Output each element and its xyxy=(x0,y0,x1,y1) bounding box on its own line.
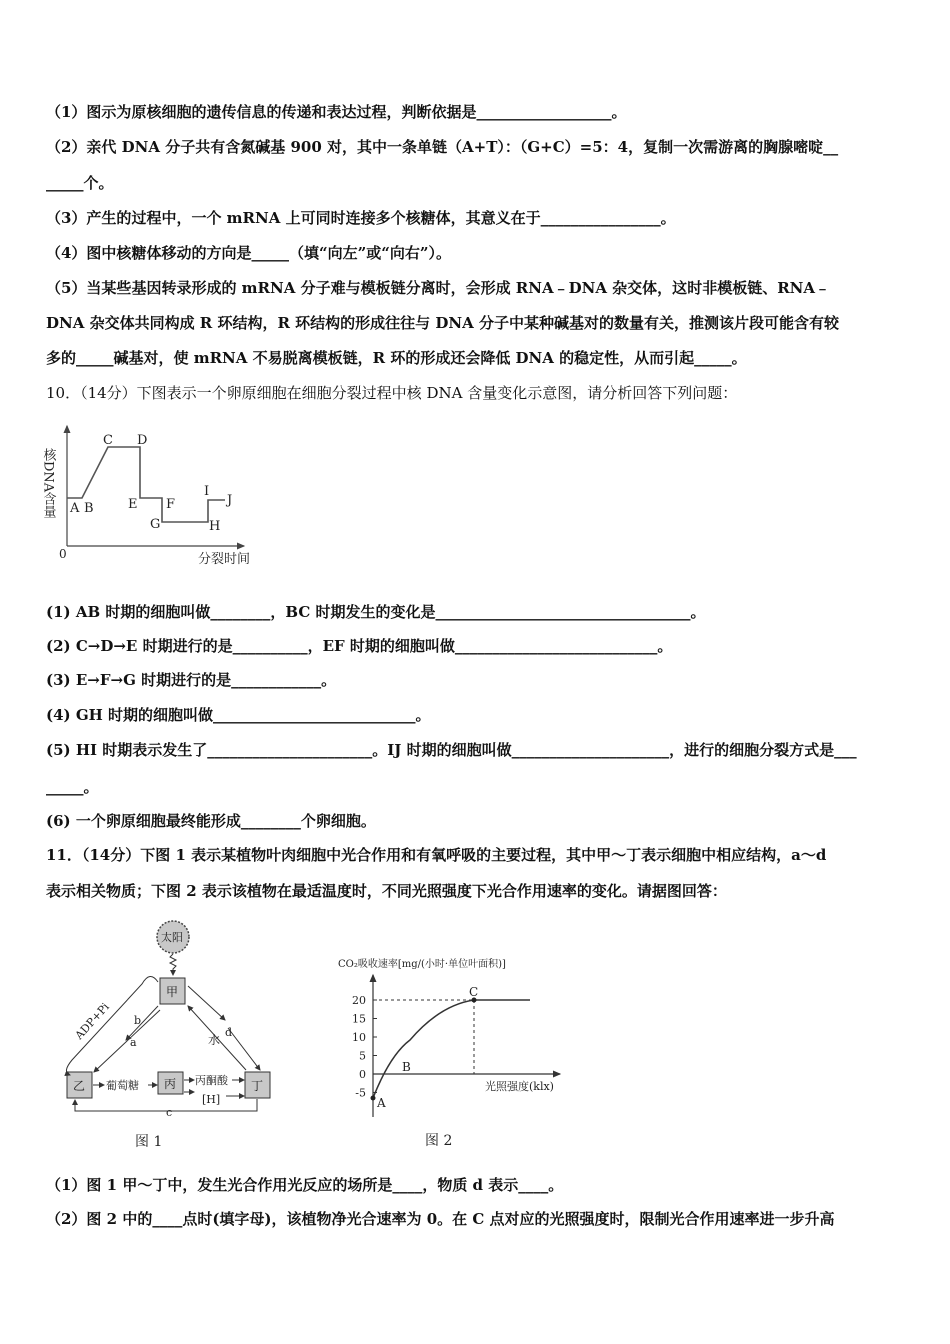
q11-line: （1）图 1 甲～丁中，发生光合作用光反应的场所是____，物质 d 表示____。 xyxy=(46,1176,564,1194)
sun-label: 太阳 xyxy=(161,931,183,944)
origin-label: 0 xyxy=(59,547,67,561)
figure-1-caption: 图 1 xyxy=(135,1134,163,1150)
q9-line: （5）当某些基因转录形成的 mRNA 分子难与模板链分离时，会形成 RNA﹣DNA 杂交体，这时非模板链、RNA﹣ xyxy=(46,279,831,297)
d-arrow-1 xyxy=(188,986,225,1020)
adp-label: ADP+Pi xyxy=(72,1000,112,1043)
point-label: C xyxy=(103,433,113,448)
q11-title: 表示相关物质；下图 2 表示该植物在最适温度时，不同光照强度下光合作用速率的变化。请据图回答： xyxy=(46,882,727,900)
x-axis-label: 分裂时间 xyxy=(198,552,251,567)
q10-line: (3) E→F→G 时期进行的是____________。 xyxy=(46,671,337,689)
q9-line: 多的_____碱基对，使 mRNA 不易脱离模板链，R 环的形成还会降低 DNA 的稳定性，从而引起_____。 xyxy=(46,349,747,367)
point-label: B xyxy=(84,501,94,516)
b-label: b xyxy=(134,1014,142,1027)
point-label: D xyxy=(137,433,148,448)
point-label: I xyxy=(204,484,210,499)
q10-line: (4) GH 时期的细胞叫做___________________________。 xyxy=(46,706,431,724)
point-label: J xyxy=(227,493,233,508)
dna-content-chart xyxy=(40,420,280,570)
box-label: 丁 xyxy=(251,1079,264,1093)
q10-line: (5) HI 时期表示发生了______________________。IJ 时期的细胞叫做_____________________，进行的细胞分裂方式是___ xyxy=(46,741,857,759)
q11-line: （2）图 2 中的____点时(填字母)，该植物净光合速率为 0。在 C 点对应的光照强度时，限制光合作用速率进一步升高 xyxy=(46,1210,835,1228)
q10-line: (2) C→D→E 时期进行的是__________，EF 时期的细胞叫做___________________________。 xyxy=(46,637,673,655)
point-b-label: B xyxy=(402,1060,411,1074)
y-tick-label: 0 xyxy=(359,1068,366,1081)
q10-line: _____。 xyxy=(46,778,99,796)
y-tick-label: 10 xyxy=(352,1031,366,1044)
point-label: E xyxy=(128,497,138,512)
light-arrow xyxy=(170,954,176,975)
point-label: F xyxy=(166,497,176,512)
box-label: 甲 xyxy=(166,985,179,999)
point-label: G xyxy=(150,517,161,532)
q9-line: （3）产生的过程中，一个 mRNA 上可同时连接多个核糖体，其意义在于________________。 xyxy=(46,209,676,227)
pyruvate-label: 丙酮酸 xyxy=(195,1074,228,1087)
figure-2-caption: 图 2 xyxy=(425,1133,453,1149)
q9-line: DNA 杂交体共同构成 R 环结构，R 环结构的形成往往与 DNA 分子中某种碱基对的数量有关，推测该片段可能含有较 xyxy=(46,314,839,332)
d-arrow-2 xyxy=(228,1028,260,1070)
a-label: a xyxy=(130,1036,137,1049)
q10-line: (1) AB 时期的细胞叫做________，BC 时期发生的变化是__________________________________。 xyxy=(46,603,706,621)
point-label: H xyxy=(209,519,221,534)
y-tick-label: -5 xyxy=(355,1086,366,1100)
point-c-label: C xyxy=(469,985,479,999)
q9-line: （4）图中核糖体移动的方向是_____（填“向左”或“向右”）。 xyxy=(46,244,451,262)
q11-title: 11．（14分）下图 1 表示某植物叶肉细胞中光合作用和有氧呼吸的主要过程，其中甲～丁表示细胞中相应结构，a～d xyxy=(46,846,827,864)
point-a xyxy=(371,1096,376,1101)
fig2-x-label: 光照强度(klx) xyxy=(485,1080,554,1093)
point-a-label: A xyxy=(377,1096,386,1110)
figure-1-diagram xyxy=(60,910,300,1155)
y-tick-label: 5 xyxy=(359,1049,366,1063)
q9-line: （2）亲代 DNA 分子共有含氮碱基 900 对，其中一条单链（A+T）：（G+C）=5：4，复制一次需游离的胸腺嘧啶__ xyxy=(46,138,839,156)
y-tick-label: 20 xyxy=(352,994,366,1007)
y-tick-label: 15 xyxy=(352,1012,366,1026)
box-label: 丙 xyxy=(164,1077,177,1091)
y-axis-label: 核DNA含量 xyxy=(40,448,56,519)
q10-line: (6) 一个卵原细胞最终能形成________个卵细胞。 xyxy=(46,812,376,830)
figure-2-chart xyxy=(330,945,570,1150)
b-arrow xyxy=(126,1006,158,1040)
q9-line: （1）图示为原核细胞的遗传信息的传递和表达过程，判断依据是__________________。 xyxy=(46,103,627,121)
box-label: 乙 xyxy=(73,1079,86,1093)
fig2-title: CO₂吸收速率[mg/(小时·单位叶面积)] xyxy=(338,959,506,970)
q9-line: _____个。 xyxy=(46,174,114,192)
glucose-label: 葡萄糖 xyxy=(106,1079,139,1092)
c-label: c xyxy=(166,1106,173,1119)
q10-title: 10．（14分）下图表示一个卵原细胞在细胞分裂过程中核 DNA 含量变化示意图，请分析回答下列问题： xyxy=(46,384,738,402)
d-label: d xyxy=(225,1026,233,1039)
h-label: [H] xyxy=(202,1093,221,1106)
water-label: 水 xyxy=(208,1033,221,1047)
point-label: A xyxy=(70,501,80,516)
a-arrow xyxy=(94,1010,160,1072)
